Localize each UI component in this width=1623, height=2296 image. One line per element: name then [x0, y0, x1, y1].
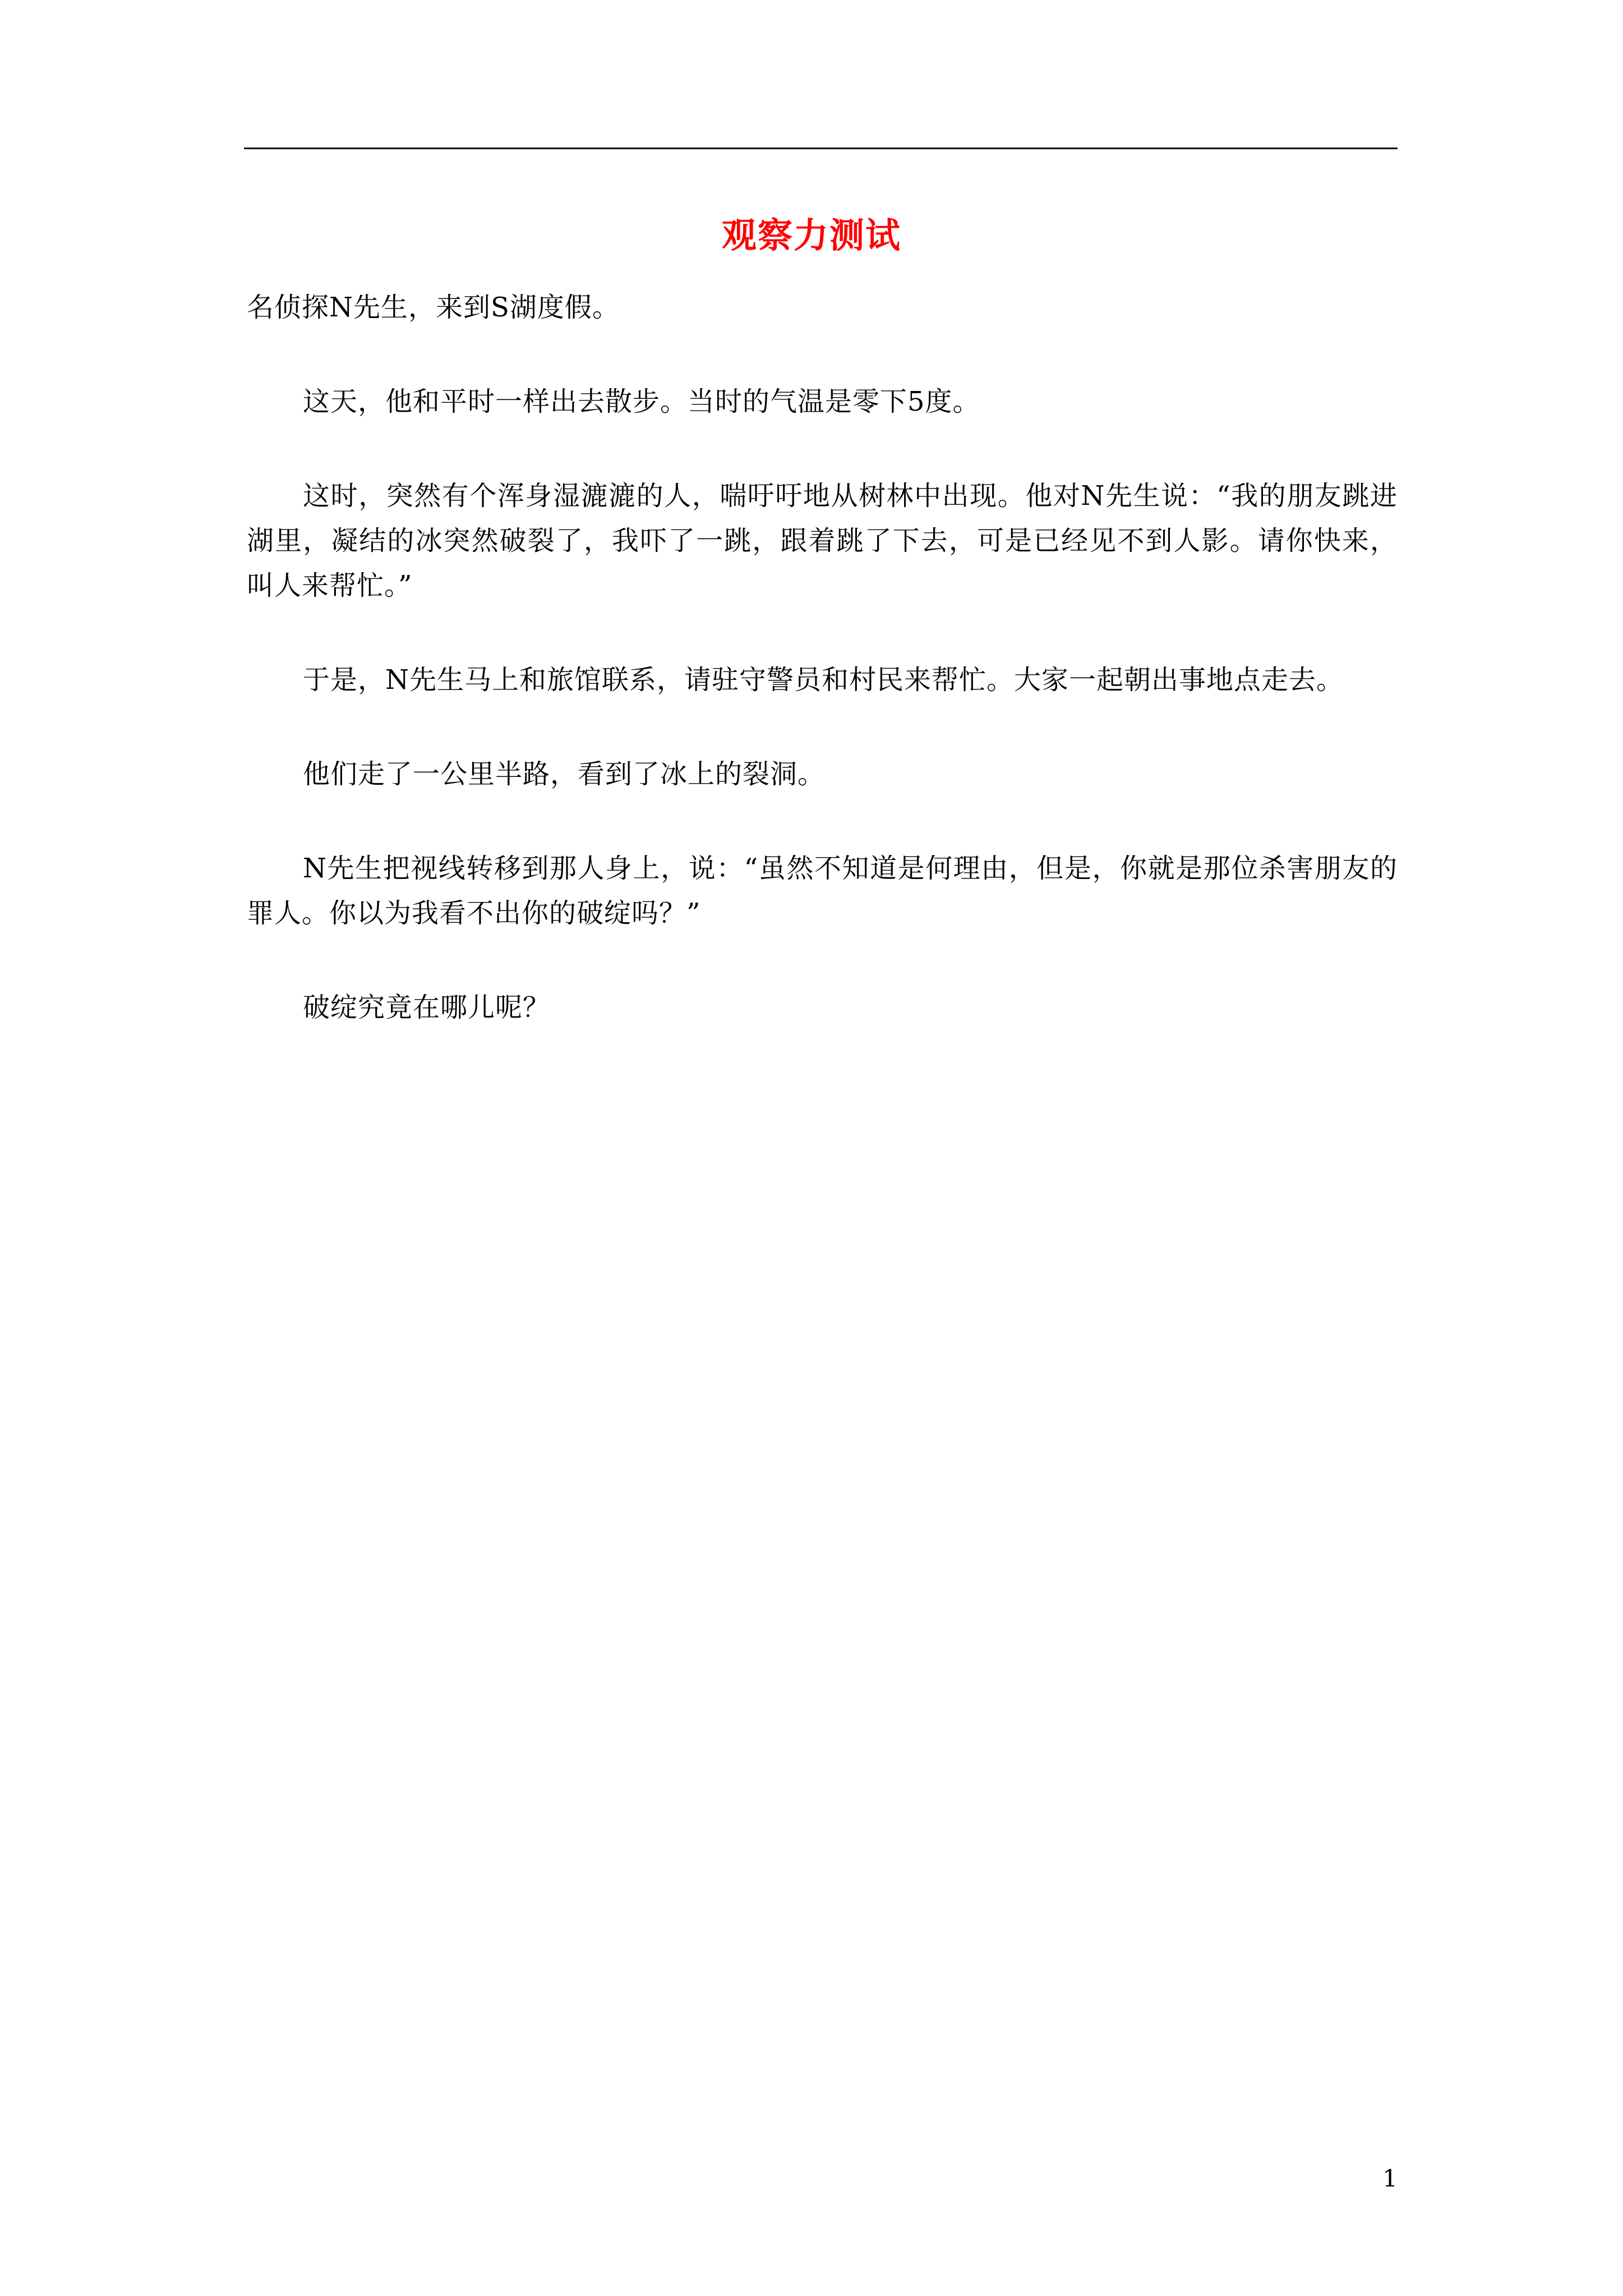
paragraph: 他们走了一公里半路，看到了冰上的裂洞。 [303, 758, 826, 790]
paragraph: 这天，他和平时一样出去散步。当时的气温是零下5度。 [303, 386, 980, 417]
paragraph: N先生把视线转移到那人身上，说：“虽然不知道是何理由，但是，你就是那位杀害朋友的罪人。你以为我看不出你的破绽吗？” [247, 853, 1398, 929]
paragraph: 名侦探N先生，来到S湖度假。 [247, 292, 620, 323]
document-body [247, 285, 1398, 1079]
paragraph: 这时，突然有个浑身湿漉漉的人，喘吁吁地从树林中出现。他对N先生说：“我的朋友跳进湖里，凝结的冰突然破裂了，我吓了一跳，跟着跳了下去，可是已经见不到人影。请你快来，叫人来帮忙。” [247, 480, 1398, 601]
page-number: 1 [1382, 2165, 1398, 2192]
document-title: 观察力测试 [721, 215, 901, 256]
paragraph: 破绽究竟在哪儿呢？ [303, 992, 551, 1023]
paragraph: 于是，N先生马上和旅馆联系，请驻守警员和村民来帮忙。大家一起朝出事地点走去。 [303, 664, 1344, 696]
header-rule [244, 148, 1398, 149]
